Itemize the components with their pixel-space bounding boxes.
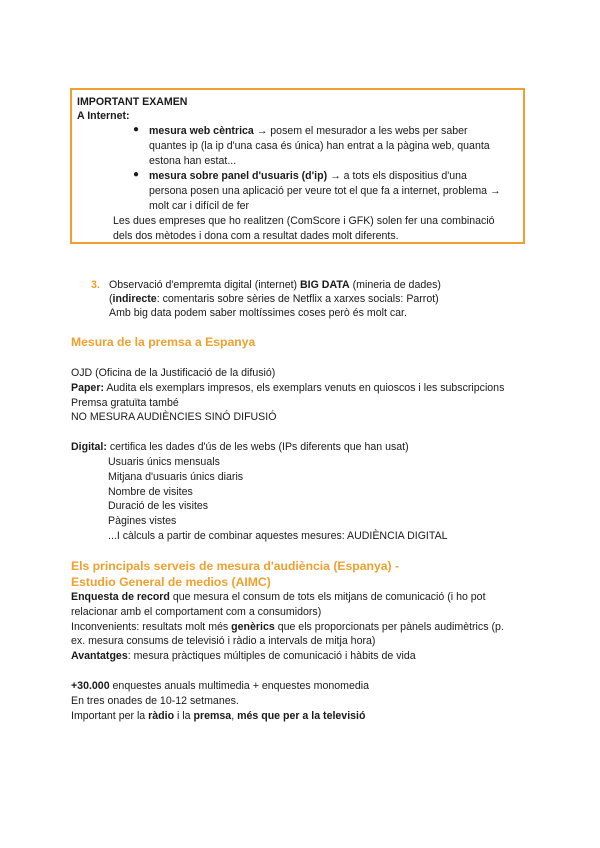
avantatges-line: Avantatges: mesura pràctiques múltiples de comunicació i hàbits de vida (71, 650, 416, 662)
enquestes-line: +30.000 enquestes anuals multimedia + enquestes monomedia (71, 680, 370, 692)
ojd-line: OJD (Oficina de la Justificació de la difusió) (71, 367, 276, 379)
inconvenients-line2: ex. mesura consums de televisió i ràdio a intervals de mitja hora) (71, 635, 376, 647)
bullet1-line2: quantes ip (la ip d'una casa és única) han entrat a la pàgina web, quanta (149, 140, 490, 152)
important-radio-line: Important per la ràdio i la premsa, més que per a la televisió (71, 710, 366, 722)
important-title: IMPORTANT EXAMEN (77, 96, 188, 108)
bullet1-line3: estona han estat... (149, 155, 237, 167)
gratuita-line: Premsa gratuïta també (71, 397, 179, 409)
list-number: 3. (91, 279, 100, 291)
list-item: Mitjana d'usuaris únics diaris (108, 471, 244, 483)
enquesta-line2: relacionar amb el comportament com a consumidors) (71, 606, 322, 618)
enquesta-line1: Enquesta de record que mesura el consum de tots els mitjans de comunicació (i ho pot (71, 591, 486, 603)
list-item: Usuaris únics mensuals (108, 456, 220, 468)
list-item: Nombre de visites (108, 486, 193, 498)
inconvenients-line1: Inconvenients: resultats molt més genèrics que els proporcionats per pànels audimètrics (p. (71, 621, 504, 633)
section-heading-serveis: Els principals serveis de mesura d'audiència (Espanya) - (71, 559, 400, 573)
box-paragraph-line1: Les dues empreses que ho realitzen (ComScore i GFK) solen fer una combinació (113, 215, 495, 227)
list-item: Pàgines vistes (108, 515, 177, 527)
bullet2-line2: persona posen una aplicació per veure tot el que fa a internet, problema → (149, 185, 501, 197)
bullet2-line1: mesura sobre panel d'usuaris (d'ip) → a tots els dispositius d'una (149, 170, 467, 182)
box-paragraph-line2: dels dos mètodes i dona com a resultat dades molt diferents. (113, 230, 399, 242)
section-heading-egm: Estudio General de medios (AIMC) (71, 575, 271, 589)
onades-line: En tres onades de 10-12 setmanes. (71, 695, 239, 707)
digital-line: Digital: certifica les dades d'ús de les webs (IPs diferents que han usat) (71, 441, 409, 453)
paper-line: Paper: Audita els exemplars impresos, els exemplars venuts en quioscos i les subscripcions (71, 382, 505, 394)
no-mesura-line: NO MESURA AUDIÈNCIES SINÓ DIFUSIÓ (71, 411, 277, 423)
bullet-dot-icon: ● (133, 124, 140, 135)
item3-line1: Observació d'empremta digital (internet) BIG DATA (mineria de dades) (109, 279, 441, 291)
bullet2-line3: molt car i difícil de fer (149, 200, 250, 212)
bullet-dot-icon: ● (133, 169, 140, 180)
section-heading-premsa: Mesura de la premsa a Espanya (71, 335, 256, 349)
item3-line3: Amb big data podem saber moltíssimes coses però és molt car. (109, 307, 407, 319)
list-item: ...I càlculs a partir de combinar aquestes mesures: AUDIÈNCIA DIGITAL (108, 530, 448, 542)
bullet1-line1: mesura web cèntrica → posem el mesurador a les webs per saber (149, 125, 468, 137)
important-subtitle: A Internet: (77, 110, 130, 122)
item3-line2: (indirecte: comentaris sobre sèries de Netflix a xarxes socials: Parrot) (109, 293, 439, 305)
list-item: Duració de les visites (108, 500, 209, 512)
